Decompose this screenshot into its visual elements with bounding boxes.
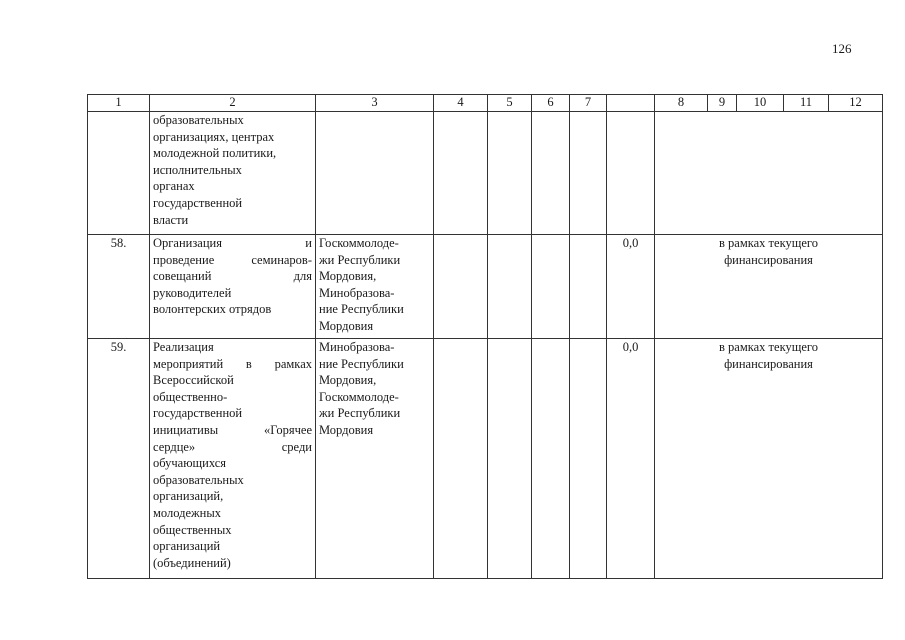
header-col-6: 6 (532, 95, 570, 112)
row-executor (316, 339, 434, 579)
line: Госкоммолоде- (319, 236, 399, 250)
line: власти (153, 212, 189, 227)
line: общественно- (153, 389, 228, 404)
line: финансирования (724, 252, 813, 267)
header-col-3: 3 (316, 95, 434, 112)
line: в рамках текущего (719, 236, 818, 250)
row-executor (316, 235, 434, 339)
line: в рамках текущего (719, 340, 818, 354)
line: органах (153, 179, 195, 194)
line: сердце» среди (153, 439, 312, 454)
table-row-continuation (88, 112, 883, 235)
table-row-59 (88, 339, 883, 579)
row-number: 59. (88, 339, 150, 579)
header-col-amount (607, 95, 655, 112)
line: государственной (153, 406, 243, 421)
line: жи Республики (319, 252, 401, 267)
line: организаций (153, 539, 221, 554)
line: (объединений) (153, 555, 231, 570)
row-description (150, 339, 316, 579)
line: проведение семинаров- (153, 252, 312, 267)
page-number: 126 (832, 41, 852, 56)
line: Госкоммолоде- (319, 389, 399, 404)
line: руководителей (153, 285, 232, 300)
line: Мордовия (319, 422, 374, 437)
row-financing (655, 339, 883, 579)
header-col-9: 9 (707, 95, 736, 111)
header-col-11: 11 (783, 95, 828, 111)
line: ние Республики (319, 302, 404, 317)
row-amount: 0,0 (607, 235, 655, 339)
header-col-5: 5 (488, 95, 532, 112)
line: молодежной политики, (153, 146, 277, 161)
table-row-58 (88, 235, 883, 339)
line: Всероссийской (153, 373, 234, 388)
line: финансирования (724, 356, 813, 371)
line: исполнительных (153, 162, 242, 177)
line: Мордовия, (319, 373, 377, 388)
line: молодежных (153, 505, 222, 520)
header-col-8: 8 (677, 95, 685, 109)
line: Минобразова- (319, 340, 395, 354)
line: инициативы «Горячее (153, 422, 312, 437)
header-financing-group (655, 95, 883, 112)
line: ние Республики (319, 356, 404, 371)
row-financing (655, 235, 883, 339)
line: Мордовия, (319, 269, 377, 284)
line: Минобразова- (319, 285, 395, 300)
line: образовательных (153, 113, 244, 127)
line: совещаний для (153, 269, 312, 284)
line: образовательных (153, 472, 244, 487)
header-col-10: 10 (736, 95, 783, 111)
line: мероприятий в рамках (153, 356, 312, 371)
header-col-1: 1 (88, 95, 150, 112)
header-col-4: 4 (434, 95, 488, 112)
row-description (150, 235, 316, 339)
line: Реализация (153, 340, 214, 354)
line: организаций, (153, 489, 224, 504)
line: Организация и (153, 236, 312, 250)
line: волонтерских отрядов (153, 302, 272, 317)
line: Мордовия (319, 318, 374, 333)
header-row (88, 95, 883, 112)
header-col-7: 7 (570, 95, 607, 112)
row-amount: 0,0 (607, 339, 655, 579)
line: общественных (153, 522, 232, 537)
line: обучающихся (153, 456, 227, 471)
line: организациях, центрах (153, 129, 275, 144)
line: государственной (153, 195, 243, 210)
row-description (150, 112, 316, 235)
line: жи Республики (319, 406, 401, 421)
header-col-2: 2 (150, 95, 316, 112)
row-number: 58. (88, 235, 150, 339)
header-col-12: 12 (828, 95, 882, 111)
program-table (87, 94, 883, 579)
